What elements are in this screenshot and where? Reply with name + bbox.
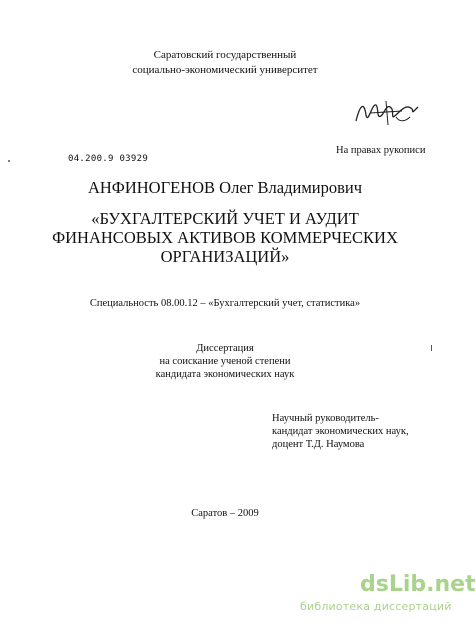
handwritten-signature	[352, 95, 422, 131]
title-line1: «БУХГАЛТЕРСКИЙ УЧЕТ И АУДИТ	[91, 209, 359, 228]
title-line2: ФИНАНСОВЫХ АКТИВОВ КОММЕРЧЕСКИХ	[52, 228, 398, 247]
supervisor-block	[272, 412, 409, 451]
thesis-line2: на соискание ученой степени	[159, 356, 291, 367]
dissertation-title	[0, 209, 450, 266]
watermark-logo-text: dsLib.net	[360, 572, 476, 597]
title-line3: ОРГАНИЗАЦИЙ»	[160, 247, 290, 266]
supervisor-line2: кандидат экономических наук,	[272, 426, 409, 437]
university-name-line2: социально-экономический университет	[132, 64, 318, 76]
supervisor-line3: доцент Т.Д. Наумова	[272, 439, 365, 450]
speciality-line: Специальность 08.00.12 – «Бухгалтерский учет, статистика»	[89, 298, 361, 309]
city-year: Саратов – 2009	[191, 508, 259, 519]
watermark-subtitle: библиотека диссертаций	[300, 600, 452, 613]
thesis-description	[0, 342, 450, 381]
watermark	[300, 572, 476, 618]
library-stamp-number: 04.200.9 03929	[68, 154, 149, 164]
thesis-line3: кандидата экономических наук	[155, 369, 295, 380]
thesis-line1: Диссертация	[196, 343, 254, 354]
supervisor-line1: Научный руководитель-	[272, 413, 379, 424]
university-header	[0, 48, 450, 78]
author-name: АНФИНОГЕНОВ Олег Владимирович	[87, 178, 363, 197]
rights-notice: На правах рукописи	[336, 145, 426, 156]
scan-speck	[8, 160, 10, 162]
scan-speck	[431, 345, 432, 351]
university-name-line1: Саратовский государственный	[153, 49, 297, 61]
